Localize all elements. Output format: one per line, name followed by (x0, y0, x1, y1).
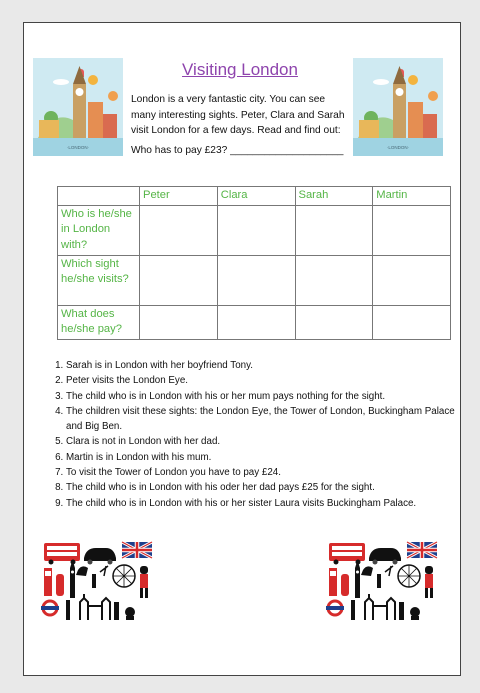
column-header-clara: Clara (217, 187, 295, 206)
london-symbols-left-illustration (40, 540, 155, 622)
answer-cell[interactable] (217, 305, 295, 339)
row-label-who: Who is he/she in London with? (58, 205, 140, 255)
table-row (58, 305, 451, 339)
postcard-caption-left: ·LONDON· (66, 145, 90, 150)
question-line: Who has to pay £23? ____________________ (131, 145, 344, 156)
column-header-peter: Peter (140, 187, 218, 206)
list-item: 1. Sarah is in London with her boyfriend Tony. (66, 358, 461, 373)
london-symbols-right-illustration (325, 540, 440, 622)
intro-text: London is a very fantastic city. You can see many interesting sights. Peter, Clara and Sarah visit London for a few days. Read and find out: (131, 94, 345, 136)
answer-cell[interactable] (140, 305, 218, 339)
logic-grid-table (57, 186, 451, 340)
answer-cell[interactable] (373, 205, 451, 255)
table-row (58, 205, 451, 255)
answer-cell[interactable] (295, 255, 373, 305)
answer-cell[interactable] (140, 255, 218, 305)
list-item: 3. The child who is in London with his or her mum pays nothing for the sight. (66, 389, 461, 404)
list-item: 9. The child who is in London with his or her sister Laura visits Buckingham Palace. (66, 496, 461, 511)
table-row (58, 255, 451, 305)
answer-cell[interactable] (373, 255, 451, 305)
page-title: Visiting London (182, 60, 298, 79)
answer-cell[interactable] (295, 305, 373, 339)
table-header-row (58, 187, 451, 206)
column-header-martin: Martin (373, 187, 451, 206)
column-header-sarah: Sarah (295, 187, 373, 206)
answer-cell[interactable] (295, 205, 373, 255)
answer-cell[interactable] (140, 205, 218, 255)
postcard-caption-right: ·LONDON· (386, 145, 410, 150)
row-label-sight: Which sight he/she visits? (58, 255, 140, 305)
list-item: 8. The child who is in London with his oder her dad pays £25 for the sight. (66, 480, 461, 495)
list-item: 5. Clara is not in London with her dad. (66, 434, 461, 449)
list-item: 4. The children visit these sights: the London Eye, the Tower of London, Buckingham Palace and Big Ben. (66, 404, 461, 435)
answer-cell[interactable] (217, 255, 295, 305)
list-item: 7. To visit the Tower of London you have to pay £24. (66, 465, 461, 480)
row-label-pay: What does he/she pay? (58, 305, 140, 339)
list-item: 2. Peter visits the London Eye. (66, 373, 461, 388)
table-corner-cell (58, 187, 140, 206)
list-item: 6. Martin is in London with his mum. (66, 450, 461, 465)
answer-cell[interactable] (217, 205, 295, 255)
answer-cell[interactable] (373, 305, 451, 339)
clue-list (33, 358, 461, 511)
